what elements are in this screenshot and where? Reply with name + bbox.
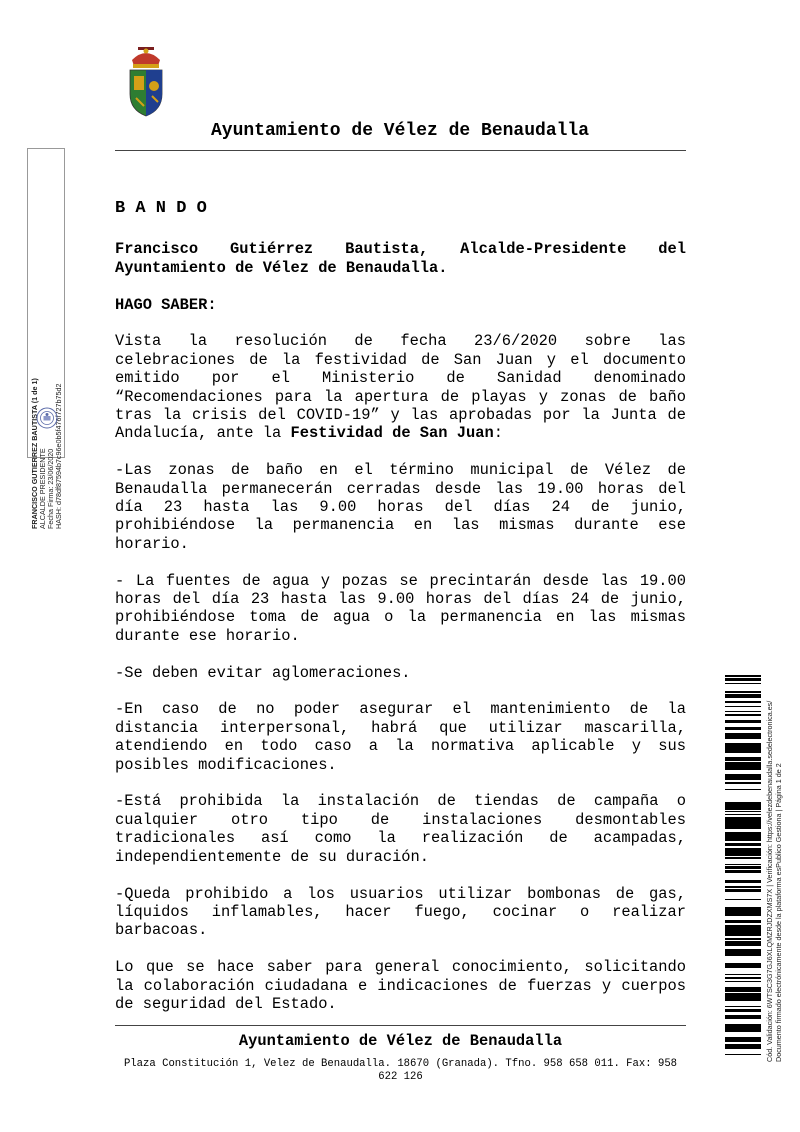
barcode-bar [725,711,761,712]
barcode-bar [725,951,761,954]
barcode-bar [725,811,761,812]
barcode-bar [725,1030,761,1032]
intro-end-text: : [493,424,503,443]
barcode-bar [725,678,761,680]
barcode-bar [725,848,761,851]
barcode-bar [725,871,761,872]
verification-text [766,701,783,1062]
barcode-bar [725,996,761,999]
barcode-bar [725,886,761,888]
municipal-crest-logo [124,46,168,120]
verification-line-code: Cód. Validación: 6WTSC3G7GJ6XLQMZRJDZXMS7X | Verificación: https://velezdebenaudalla.sedelectronica.es/ [765,700,774,1062]
barcode-bar [725,914,761,916]
barcode-bar [725,920,761,921]
barcode-bar [725,949,761,951]
barcode-bar [725,1006,761,1007]
item-paragraph: -Está prohibida la instalación de tiendas de campaña o cualquier otro tipo de instalaciones desmontables tradicionales así como la realización de acampadas, independientemente de su duración. [115,792,686,866]
barcode-bar [725,697,761,698]
barcode-bar [725,963,761,965]
signature-line-hash: HASH: d78df87594b7c96e0b5f476f727b75d2 [54,383,63,529]
barcode-bar [725,747,761,750]
header-title: Ayuntamiento de Vélez de Benaudalla [210,121,590,141]
barcode-bar [725,993,761,996]
barcode-bar [725,857,761,859]
verification-barcode [725,675,761,1060]
barcode-bar [725,872,761,873]
barcode-bar [725,789,761,790]
barcode-bar [725,944,761,946]
seal-icon [36,407,58,429]
barcode-bar [725,821,761,822]
document-heading: BANDO [115,199,218,218]
header-divider [115,150,686,151]
barcode-bar [725,743,761,744]
barcode-bar [725,837,761,839]
barcode-bar [725,714,761,715]
barcode-bar [725,675,761,677]
barcode-bar [725,774,761,777]
barcode-bar [725,715,761,716]
verification-line-platform: Documento firmado electrónicamente desde la plataforma esPublico Gestiona | Página 1 de 2 [773,763,783,1062]
barcode-bar [725,777,761,779]
barcode-bar [725,931,761,932]
barcode-bar [725,890,761,892]
barcode-bar [725,839,761,841]
intro-paragraph [115,332,686,442]
item-paragraph: -Las zonas de baño en el término municipal de Vélez de Benaudalla permanecerán cerradas desde las 19.00 horas del día 23 hasta las 9.00 horas del días 24 de junio, prohibiéndose la permanencia en las mismas durante ese horario. [115,461,686,553]
barcode-bar [725,1039,761,1041]
barcode-bar [725,851,761,853]
barcode-bar [725,701,761,703]
issuer-statement: Francisco Gutiérrez Bautista, Alcalde-Presidente del Ayuntamiento de Vélez de Benaudalla. [115,240,686,277]
hago-saber-heading: HAGO SABER: [115,295,217,314]
barcode-bar [725,757,761,760]
barcode-bar [725,987,761,989]
barcode-bar [725,1041,761,1042]
barcode-bar [725,910,761,911]
barcode-bar [725,819,761,821]
barcode-bar [725,814,761,815]
barcode-bar [725,965,761,968]
barcode-bar [725,744,761,747]
barcode-bar [725,989,761,992]
signature-line-signer: FRANCISCO GUTIERREZ BAUTISTA (1 de 1) [30,378,39,529]
barcode-bar [725,720,761,723]
barcode-bar [725,733,761,735]
barcode-bar [725,1025,761,1027]
barcode-bar [725,769,761,770]
barcode-bar [725,767,761,769]
barcode-bar [725,954,761,956]
barcode-bar [725,1048,761,1049]
barcode-bar [725,827,761,829]
barcode-bar [725,941,761,944]
barcode-bar [725,834,761,837]
item-paragraph: -Se deben evitar aglomeraciones. [115,663,411,682]
barcode-bar [725,889,761,890]
closing-paragraph: Lo que se hace saber para general conocimiento, solicitando la colaboración ciudadana e indicaciones de fuerzas y cuerpos de seguridad del Estado. [115,958,686,1013]
document-body [115,200,686,1013]
barcode-bar [725,1009,761,1012]
barcode-bar [725,1015,761,1017]
barcode-bar [725,1047,761,1048]
barcode-bar [725,843,761,846]
barcode-bar [725,750,761,753]
barcode-bar [725,1054,761,1055]
barcode-bar [725,803,761,805]
signature-box [27,148,65,529]
barcode-bar [725,762,761,764]
barcode-bar [725,683,761,684]
barcode-bar [725,1024,761,1025]
barcode-bar [725,853,761,856]
barcode-bar [725,737,761,739]
signature-line-role: ALCALDE PRESIDENTE [38,448,47,529]
signature-text [31,229,63,529]
footer-divider [115,1025,686,1026]
barcode-bar [725,822,761,824]
barcode-bar [725,694,761,697]
barcode-bar [725,974,761,975]
footer-address: Plaza Constitución 1, Velez de Benaudalla. 18670 (Granada). Tfno. 958 658 011. Fax: 958 622 126 [123,1058,678,1083]
barcode-bar [725,832,761,834]
barcode-bar [725,779,761,780]
barcode-bar [725,782,761,784]
barcode-bar [725,727,761,730]
barcode-bar [725,880,761,883]
footer-title: Ayuntamiento de Vélez de Benaudalla [238,1032,563,1050]
barcode-bar [725,802,761,803]
barcode-bar [725,1017,761,1019]
barcode-bar [725,706,761,707]
barcode-bar [725,977,761,979]
barcode-bar [725,1037,761,1039]
barcode-bar [725,925,761,928]
intro-bold-text: Festividad de San Juan [290,424,494,443]
barcode-bar [725,807,761,810]
barcode-bar [725,735,761,737]
item-paragraph: -Queda prohibido a los usuarios utilizar bombonas de gas, líquidos inflamables, hacer fuego, cocinar o realizar barbacoas. [115,884,686,940]
barcode-bar [725,805,761,807]
barcode-bar [725,680,761,681]
barcode-bar [725,1027,761,1030]
barcode-bar [725,764,761,765]
barcode-bar [725,760,761,761]
barcode-bar [725,921,761,923]
intro-text: Vista la resolución de fecha 23/6/2020 sobre las celebraciones de la festividad de San Juan y el documento emitido por el Ministerio de Sanidad denominado “Recomendaciones para la apertura de playas y zonas de baño tras la crisis del COVID-19” y las aprobadas por la Junta de Andalucía, ante la [115,332,686,443]
barcode-bar [725,866,761,869]
barcode-bar [725,911,761,914]
barcode-bar [725,938,761,940]
barcode-bar [725,928,761,931]
barcode-bar [725,932,761,933]
item-paragraph: - La fuentes de agua y pozas se precintarán desde las 19.00 horas del día 23 hasta las 9.00 horas del días 24 de junio, prohibiéndose toma de agua o la permanencia en las mismas durante ese horario. [115,571,686,645]
barcode-bar [725,899,761,900]
barcode-bar [725,864,761,865]
barcode-bar [725,691,761,693]
barcode-bar [725,817,761,819]
item-paragraph: -En caso de no poder asegurar el mantenimiento de la distancia interpersonal, habrá que utilizar mascarilla, atendiendo en todo caso a la normativa aplicable y sus posibles modificaciones. [115,700,686,774]
barcode-bar [725,765,761,767]
barcode-bar [725,999,761,1001]
signature-line-date: Fecha Firma: 23/06/2020 [46,448,55,529]
barcode-bar [725,907,761,910]
barcode-bar [725,1044,761,1047]
barcode-bar [725,933,761,936]
barcode-bar [725,824,761,827]
barcode-bar [725,870,761,871]
barcode-bar [725,981,761,982]
